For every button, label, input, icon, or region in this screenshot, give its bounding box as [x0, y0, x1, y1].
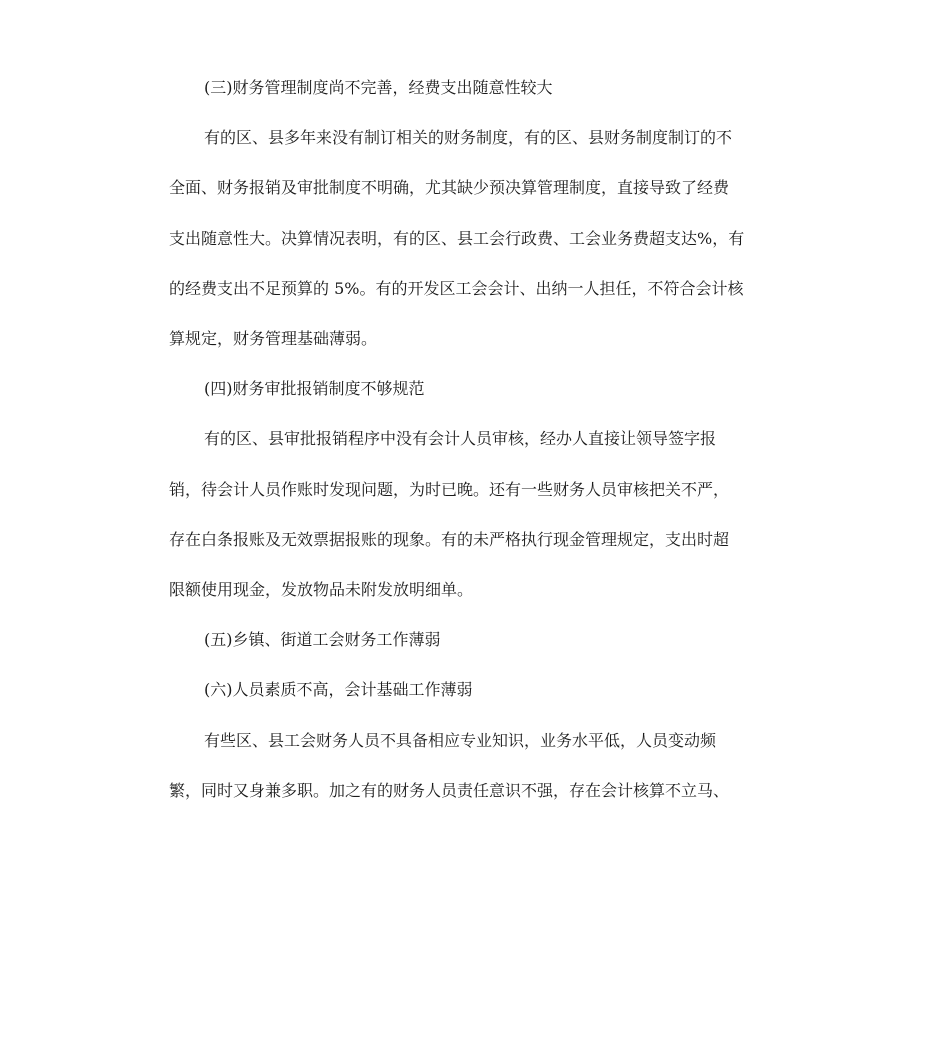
document-body: [169, 63, 781, 816]
paragraph-line: 支出随意性大。决算情况表明，有的区、县工会行政费、工会业务费超支达%，有: [169, 228, 745, 248]
paragraph-line: 繁，同时又身兼多职。加之有的财务人员责任意识不强，存在会计核算不立马、: [169, 780, 730, 800]
section-heading-3: (三)财务管理制度尚不完善，经费支出随意性较大: [204, 78, 553, 97]
paragraph-line: 有的区、县多年来没有制订相关的财务制度，有的区、县财务制度制订的不: [204, 128, 733, 148]
paragraph-line: 算规定，财务管理基础薄弱。: [169, 329, 378, 349]
paragraph-line: 销，待会计人员作账时发现问题，为时已晚。还有一些财务人员审核把关不严，: [169, 479, 730, 499]
paragraph-3: [169, 113, 781, 364]
section-heading-5: (五)乡镇、街道工会财务工作薄弱: [204, 630, 441, 650]
paragraph-line: 有的区、县审批报销程序中没有会计人员审核，经办人直接让领导签字报: [204, 429, 717, 449]
paragraph-4: [169, 414, 781, 615]
paragraph-line: 存在白条报账及无效票据报账的现象。有的未严格执行现金管理规定，支出时超: [169, 529, 730, 549]
paragraph-6: [169, 716, 781, 816]
paragraph-line: 全面、财务报销及审批制度不明确，尤其缺少预决算管理制度，直接导致了经费: [169, 178, 730, 198]
paragraph-line: 限额使用现金，发放物品未附发放明细单。: [169, 580, 474, 600]
section-heading-4: (四)财务审批报销制度不够规范: [204, 379, 425, 399]
section-heading-6: (六)人员素质不高，会计基础工作薄弱: [204, 680, 473, 700]
paragraph-line: 有些区、县工会财务人员不具备相应专业知识，业务水平低，人员变动频: [204, 730, 717, 750]
paragraph-line: 的经费支出不足预算的 5%。有的开发区工会会计、出纳一人担任，不符合会计核: [169, 278, 744, 298]
